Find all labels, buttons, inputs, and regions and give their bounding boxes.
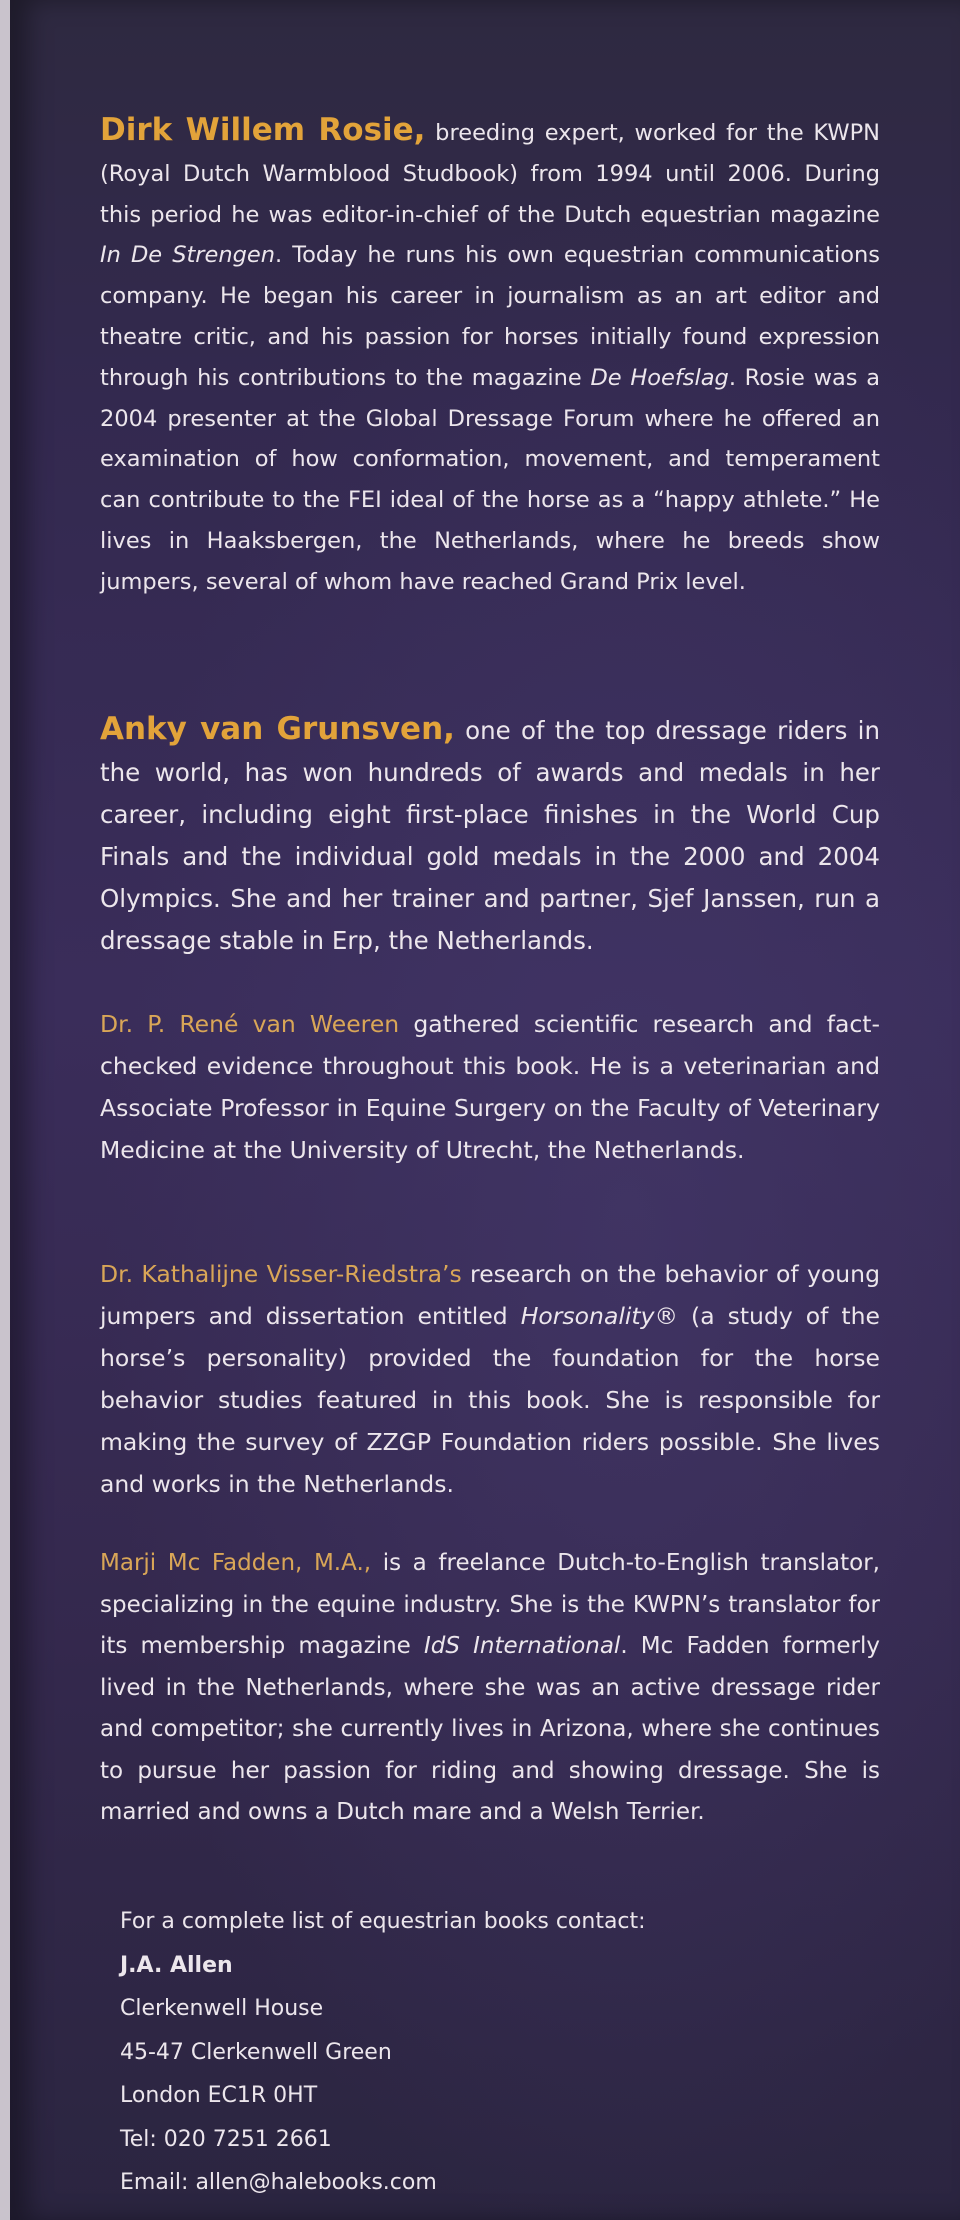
- bio-text: breeding expert, worked for the KWPN (Royal Dutch Warmblood Studbook) from 1994 until 2006. During this period he was editor-in-chief of the Dutch equestrian magazine: [100, 120, 880, 228]
- bio-name: Marji Mc Fadden, M.A.,: [100, 1550, 372, 1576]
- contact-heading: For a complete list of equestrian books contact:: [120, 1909, 646, 1934]
- bio-name: Dr. Kathalijne Visser-Riedstra’s: [100, 1260, 462, 1288]
- address-line: Clerkenwell House: [120, 1996, 324, 2021]
- bio-name: Dirk Willem Rosie,: [100, 112, 426, 148]
- bio-dirk-willem-rosie: [100, 110, 880, 603]
- address-line: London EC1R 0HT: [120, 2083, 318, 2108]
- bio-text: research on the behavior of young jumpers and dissertation entitled: [100, 1260, 880, 1330]
- bio-rene-van-weeren: [100, 1003, 880, 1171]
- publisher-contact: [120, 1900, 820, 2205]
- publisher-name: J.A. Allen: [120, 1952, 233, 1978]
- bio-text: (a study of the horse’s personality) provided the foundation for the horse behavior studies featured in this book. She is responsible for making the survey of ZZGP Foundation riders possible. She lives and works in the Netherlands.: [100, 1302, 880, 1498]
- bio-name: Dr. P. René van Weeren: [100, 1010, 400, 1038]
- magazine-title: De Hoefslag: [590, 364, 729, 391]
- bio-text: . Mc Fadden formerly lived in the Netherlands, where she was an active dressage rider and competitor; she currently lives in Arizona, where she continues to pursue her passion for riding and showing dressage. She is married and owns a Dutch mare and a Welsh Terrier.: [100, 1633, 880, 1825]
- bio-text: is a freelance Dutch-to-English translator, specializing in the equine industry. She is the KWPN’s translator for its membership magazine: [100, 1550, 880, 1659]
- book-back-cover: [10, 0, 960, 2220]
- bio-text: gathered scientific research and fact-checked evidence throughout this book. He is a veterinarian and Associate Professor in Equine Surgery on the Faculty of Veterinary Medicine at the University of Utrecht, the Netherlands.: [100, 1010, 880, 1164]
- bio-kathalijne-visser-riedstra: [100, 1253, 880, 1505]
- bio-text: . Today he runs his own equestrian communications company. He began his career in journalism as an art editor and theatre critic, and his passion for horses initially found expression through his contributions to the magazine: [100, 242, 880, 391]
- phone-number: Tel: 020 7251 2661: [120, 2126, 332, 2152]
- dissertation-title: Horsonality®: [520, 1302, 679, 1330]
- magazine-title: In De Strengen: [100, 242, 276, 269]
- magazine-title: IdS International: [423, 1633, 621, 1659]
- bio-text: . Rosie was a 2004 presenter at the Global Dressage Forum where he offered an examination of how conformation, movement, and temperament can contribute to the FEI ideal of the horse as a “happy athlete.” He lives in Haaksbergen, the Netherlands, where he breeds show jumpers, several of whom have reached Grand Prix level.: [100, 364, 880, 595]
- bio-text: one of the top dressage riders in the world, has won hundreds of awards and medals in her career, including eight first-place finishes in the World Cup Finals and the individual gold medals in the 2000 and 2004 Olympics. She and her trainer and partner, Sjef Janssen, run a dressage stable in Erp, the Netherlands.: [100, 716, 880, 955]
- email-address: Email: allen@halebooks.com: [120, 2170, 437, 2195]
- address-line: 45-47 Clerkenwell Green: [120, 2039, 392, 2065]
- bio-anky-van-grunsven: [100, 708, 880, 962]
- bio-marji-mc-fadden: [100, 1543, 880, 1834]
- bio-name: Anky van Grunsven,: [100, 711, 455, 747]
